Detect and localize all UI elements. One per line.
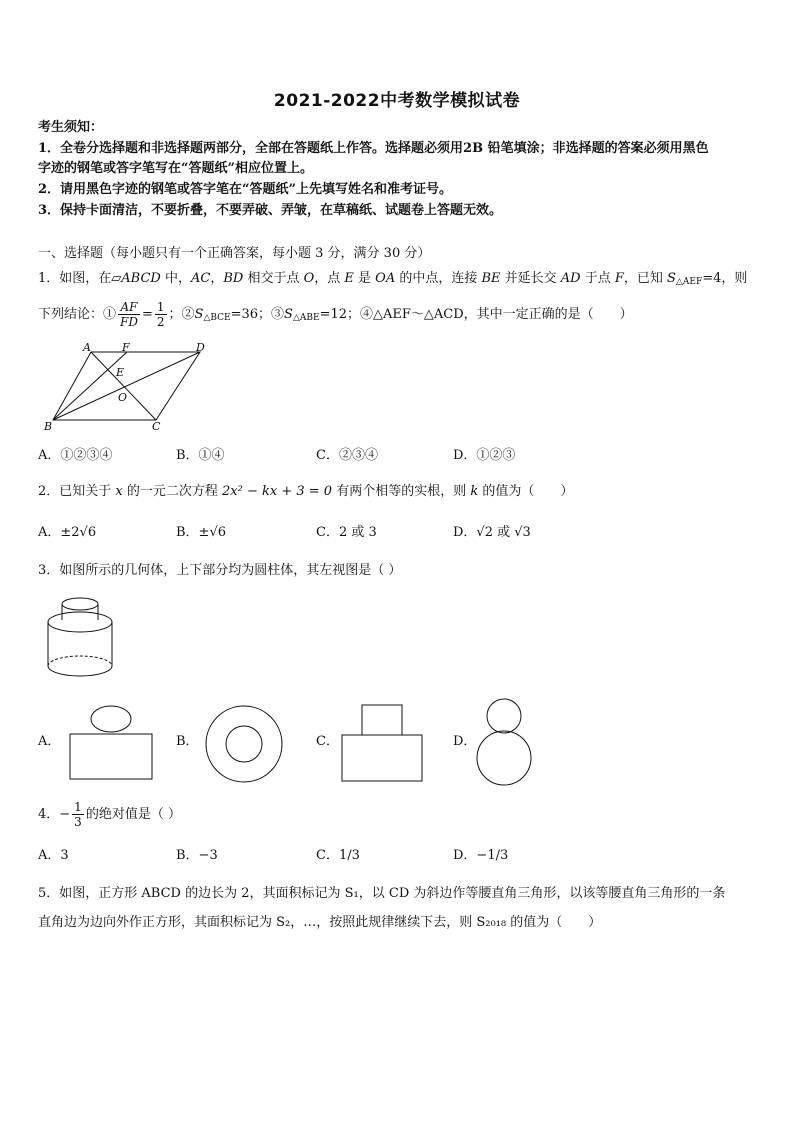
question-2: 2．已知关于 x 的一元二次方程 2x² − kx + 3 = 0 有两个相等的实根，则 k 的值为（ ） — [38, 484, 574, 499]
question-1-option-d[interactable]: D．①②③ — [453, 448, 516, 463]
cylinder-solid-figure — [40, 594, 120, 684]
question-2-option-b[interactable]: B．±√6 — [176, 525, 227, 540]
page-title: 2021-2022中考数学模拟试卷 — [273, 91, 521, 111]
option-c-view-figure[interactable] — [338, 703, 428, 783]
question-4: 4．− $\frac{1}{3}$ 的绝对值是（ ） — [38, 800, 181, 829]
section-heading: 一、选择题（每小题只有一个正确答案，每小题 3 分，满分 30 分） — [38, 246, 431, 261]
parallelogram-figure — [38, 340, 213, 435]
label-d: D — [196, 341, 205, 354]
question-3-option-b-label[interactable]: B． — [176, 734, 199, 749]
question-5-line-2: 直角边为边向外作正方形，其面积标记为 S₂，…，按照此规律继续下去，则 S₂₀₁₈ 的值为（ ） — [38, 915, 602, 930]
question-1-line-1: 1．如图，在▱ABCD 中，AC，BD 相交于点 O，点 E 是 OA 的中点，连接 BE 并延长交 AD 于点 F，已知 $S_{\triangle AEF}=4$，则 — [38, 271, 748, 287]
label-c: C — [152, 420, 161, 433]
label-a: A — [83, 341, 91, 354]
label-b: B — [44, 420, 53, 433]
notice-line-4: 3．保持卡面清洁，不要折叠，不要弄破、弄皱，在草稿纸、试题卷上答题无效。 — [38, 203, 503, 218]
question-4-option-c[interactable]: C．1/3 — [316, 848, 360, 863]
label-o: O — [118, 391, 128, 404]
option-d-view-figure[interactable] — [474, 697, 534, 787]
question-1-line-2: 下列结论：① $\frac{AF}{FD}$ = $\frac{1}{2}$ ；$②S_{\triangle BCE}=36$；$③S_{\triangle ABE}=12$；④△AEF～△ACD，其中一定正确的是（ ） — [38, 300, 633, 329]
notice-line-3: 2．请用黑色字迹的钢笔或答字笔在“答题纸”上先填写姓名和准考证号。 — [38, 182, 453, 197]
notice-line-2: 字迹的钢笔或答字笔写在“答题纸”相应位置上。 — [38, 161, 313, 176]
question-3-option-a-label[interactable]: A． — [38, 734, 61, 749]
question-3-option-c-label[interactable]: C． — [316, 734, 339, 749]
option-a-view-figure[interactable] — [66, 703, 156, 783]
question-2-option-a[interactable]: A．±2√6 — [38, 525, 97, 540]
notice-line-1: 1．全卷分选择题和非选择题两部分，全部在答题纸上作答。选择题必须用2B 铅笔填涂；非选择题的答案必须用黑色 — [38, 141, 709, 156]
question-2-option-c[interactable]: C．2 或 3 — [316, 525, 377, 540]
question-4-option-b[interactable]: B．−3 — [176, 848, 218, 863]
question-3-option-d-label[interactable]: D． — [453, 734, 477, 749]
question-5-line-1: 5．如图，正方形 ABCD 的边长为 2，其面积标记为 S₁，以 CD 为斜边作等腰直角三角形，以该等腰直角三角形的一条 — [38, 886, 726, 901]
question-4-option-d[interactable]: D．−1/3 — [453, 848, 509, 863]
label-e: E — [116, 366, 125, 379]
question-4-option-a[interactable]: A．3 — [38, 848, 69, 863]
question-2-option-d[interactable]: D．√2 或 √3 — [453, 525, 531, 540]
label-f: F — [122, 341, 130, 354]
question-1-option-b[interactable]: B．①④ — [176, 448, 225, 463]
option-b-view-figure[interactable] — [203, 703, 285, 785]
fraction-half: $\frac{1}{2}$ — [156, 300, 165, 329]
question-1-option-c[interactable]: C．②③④ — [316, 448, 378, 463]
fraction-af-fd: $\frac{AF}{FD}$ — [120, 300, 138, 329]
notice-heading: 考生须知： — [38, 120, 104, 135]
question-1-option-a[interactable]: A．①②③④ — [38, 448, 113, 463]
question-3: 3．如图所示的几何体，上下部分均为圆柱体，其左视图是（ ） — [38, 563, 402, 578]
